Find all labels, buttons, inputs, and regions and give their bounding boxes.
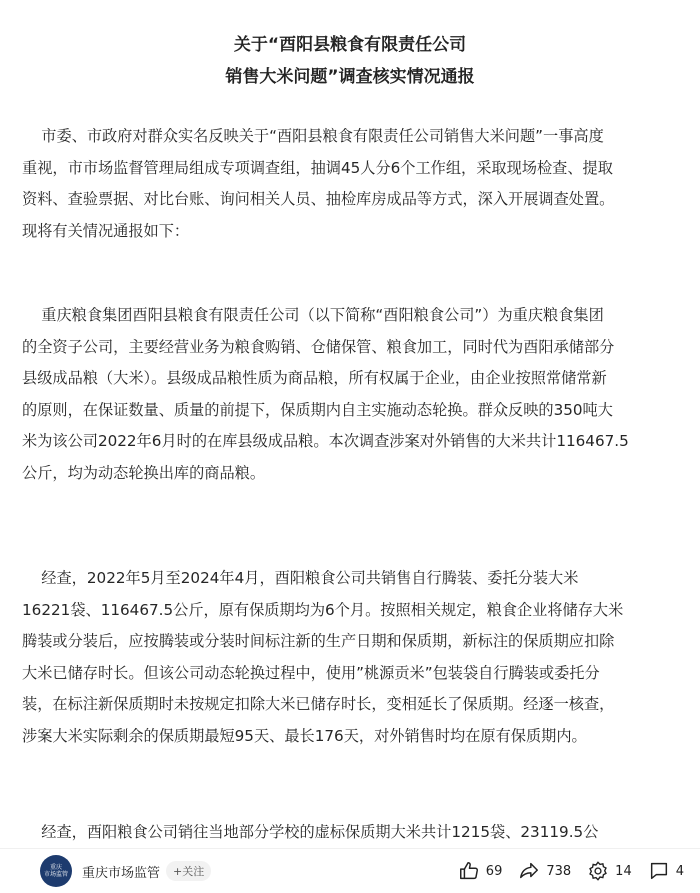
like-button[interactable] [458, 860, 503, 882]
paragraph-line: 公斤，均为动态轮换出库的商品粮。 [22, 463, 265, 482]
paragraph-line: 腾装或分装后，应按腾装或分装时间标注新的生产日期和保质期，新标注的保质期应扣除 [22, 632, 615, 650]
paragraph-line: 县级成品粮（大米）。县级成品粮性质为商品粮，所有权属于企业，由企业按照常储常新 [22, 369, 607, 387]
paragraph-line: 16221袋、116467.5公斤，原有保质期均为6个月。按照相关规定，粮食企业将储存大米 [22, 600, 624, 619]
favorite-button[interactable] [587, 860, 632, 882]
favorite-count: 14 [615, 863, 632, 879]
article-title-line2: 销售大米问题”调查核实情况通报 [225, 67, 475, 87]
comment-count: 4 [675, 863, 684, 879]
action-group [442, 860, 684, 882]
comment-button[interactable] [648, 860, 684, 882]
paragraph-line: 的原则，在保证数量、质量的前提下，保质期内自主实施动态轮换。群众反映的350吨大 [22, 400, 613, 419]
paragraph-line: 的全资子公司，主要经营业务为粮食购销、仓储保管、粮食加工，同时代为酉阳承储部分 [22, 337, 615, 356]
share-count: 738 [546, 863, 572, 879]
paragraph-3 [22, 563, 678, 752]
article-title-line1: 关于“酉阳县粮食有限责任公司 [233, 35, 467, 55]
comment-bubble-icon [648, 860, 670, 882]
paragraph-line: 涉案大米实际剩余的保质期最短95天、最长176天，对外销售时均在原有保质期内。 [22, 726, 587, 745]
share-arrow-icon [518, 860, 540, 882]
avatar-text-line1: 重庆 [49, 864, 62, 871]
paragraph-line: 市委、市政府对群众实名反映关于“酉阳县粮食有限责任公司销售大米问题”一事高度 [22, 127, 604, 145]
paragraph-4 [22, 817, 678, 848]
paragraph-line: 资料、查验票据、对比台账、询问相关人员、抽检库房成品等方式，深入开展调查处置。 [22, 190, 615, 208]
share-button[interactable] [518, 860, 571, 882]
thumbs-up-icon [458, 860, 480, 882]
paragraph-1 [22, 121, 678, 247]
paragraph-line: 经查，酉阳粮食公司销往当地部分学校的虚标保质期大米共计1215袋、23119.5公 [22, 823, 599, 841]
paragraph-line: 经查，2022年5月至2024年4月，酉阳粮食公司共销售自行腾装、委托分装大米 [22, 569, 579, 587]
follow-button[interactable]: +关注 [166, 861, 211, 881]
paragraph-line: 大米已储存时长。但该公司动态轮换过程中，使用”桃源贡米”包装袋自行腾装或委托分 [22, 663, 600, 682]
paragraph-line: 米为该公司2022年6月时的在库县级成品粮。本次调查涉案对外销售的大米共计116467.5 [22, 432, 629, 450]
paragraph-line: 重庆粮食集团酉阳县粮食有限责任公司（以下简称“酉阳粮食公司”）为重庆粮食集团 [22, 306, 604, 324]
bottom-action-bar [0, 848, 700, 893]
account-name[interactable]: 重庆市场监管 [82, 865, 161, 881]
avatar-text-line2: 市场监管 [43, 871, 68, 878]
like-count: 69 [485, 863, 503, 879]
paragraph-2 [22, 300, 678, 489]
paragraph-line: 装，在标注新保质期时未按规定扣除大米已储存时长，变相延长了保质期。经逐一核查， [22, 695, 615, 713]
avatar[interactable] [40, 855, 72, 887]
paragraph-line: 现将有关情况通报如下： [22, 221, 190, 240]
paragraph-line: 重视，市市场监督管理局组成专项调查组，抽调45人分6个工作组，采取现场检查、提取 [22, 158, 613, 177]
flower-badge-icon [587, 860, 609, 882]
